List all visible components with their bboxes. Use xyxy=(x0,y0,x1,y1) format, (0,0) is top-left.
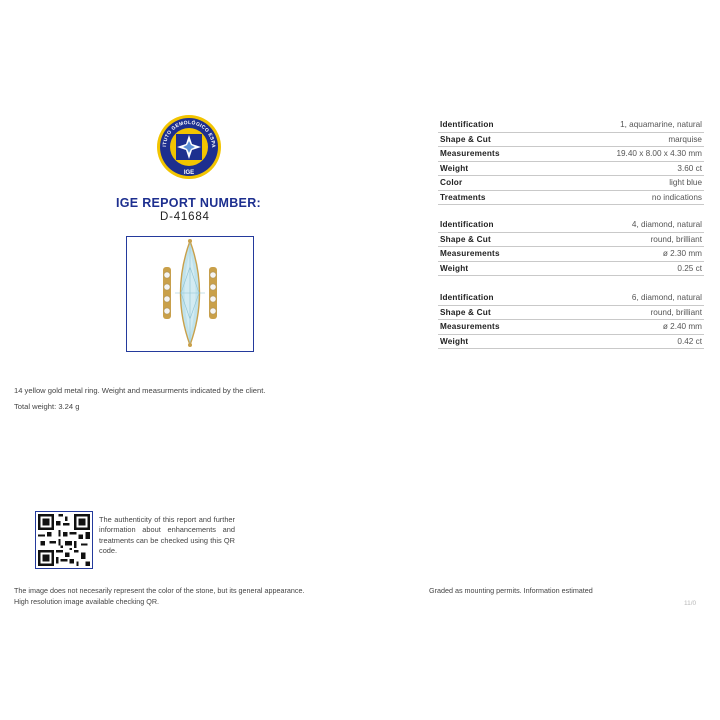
logo-initials: IGE xyxy=(183,170,195,176)
qr-authenticity-text: The authenticity of this report and further information about enhancements and treatments can be checked using this QR code. xyxy=(99,515,235,556)
row-label: Measurements xyxy=(438,147,562,162)
table-row xyxy=(438,132,704,147)
row-label: Treatments xyxy=(438,190,562,205)
table-row xyxy=(438,291,704,305)
row-value: 3.60 ct xyxy=(562,161,704,176)
stone-table-aquamarine xyxy=(438,118,704,205)
table-row xyxy=(438,247,704,262)
table-row xyxy=(438,232,704,247)
qr-code-graphic xyxy=(36,512,92,568)
marquise-aquamarine-ring-photo xyxy=(127,237,253,351)
row-label: Identification xyxy=(438,291,562,305)
report-number-value: D-41684 xyxy=(160,211,210,223)
table-row xyxy=(438,261,704,276)
row-label: Shape & Cut xyxy=(438,132,562,147)
table-row xyxy=(438,190,704,205)
row-label: Measurements xyxy=(438,320,562,335)
row-label: Color xyxy=(438,176,562,191)
report-number-title: IGE REPORT NUMBER: xyxy=(116,196,261,210)
logo-lettering: ITUTO GEMOLÓGICO ESPA xyxy=(161,119,217,149)
row-label: Weight xyxy=(438,334,562,349)
image-disclaimer: The image does not necesarily represent the color of the stone, but its general appearance. xyxy=(14,586,305,595)
row-value: 0.42 ct xyxy=(562,334,704,349)
row-value: 4, diamond, natural xyxy=(562,218,704,232)
table-row xyxy=(438,305,704,320)
row-value: 0.25 ct xyxy=(562,261,704,276)
row-label: Weight xyxy=(438,161,562,176)
grading-note: Graded as mounting permits. Information estimated xyxy=(429,586,593,595)
ring-description: 14 yellow gold metal ring. Weight and measurments indicated by the client. xyxy=(14,386,266,395)
stone-table-diamonds-4 xyxy=(438,218,704,276)
table-row xyxy=(438,218,704,232)
row-label: Identification xyxy=(438,118,562,132)
row-value: round, brilliant xyxy=(562,305,704,320)
row-label: Identification xyxy=(438,218,562,232)
row-value: 19.40 x 8.00 x 4.30 mm xyxy=(562,147,704,162)
row-value: 1, aquamarine, natural xyxy=(562,118,704,132)
row-value: ø 2.30 mm xyxy=(562,247,704,262)
table-row xyxy=(438,118,704,132)
table-row xyxy=(438,161,704,176)
ige-seal-logo xyxy=(156,114,222,180)
stone-table-diamonds-6 xyxy=(438,291,704,349)
ige-seal-icon xyxy=(156,114,222,180)
row-value: round, brilliant xyxy=(562,232,704,247)
row-value: marquise xyxy=(562,132,704,147)
table-row xyxy=(438,147,704,162)
qr-code-icon[interactable] xyxy=(35,511,93,569)
row-value: 6, diamond, natural xyxy=(562,291,704,305)
ring-photo xyxy=(126,236,254,352)
table-row xyxy=(438,334,704,349)
total-weight: Total weight: 3.24 g xyxy=(14,402,80,411)
row-label: Measurements xyxy=(438,247,562,262)
row-label: Shape & Cut xyxy=(438,305,562,320)
page-number: 11/0 xyxy=(684,600,697,607)
row-value: light blue xyxy=(562,176,704,191)
row-label: Weight xyxy=(438,261,562,276)
image-qr-note: High resolution image available checking QR. xyxy=(14,597,160,606)
row-value: ø 2.40 mm xyxy=(562,320,704,335)
row-label: Shape & Cut xyxy=(438,232,562,247)
row-value: no indications xyxy=(562,190,704,205)
table-row xyxy=(438,176,704,191)
table-row xyxy=(438,320,704,335)
